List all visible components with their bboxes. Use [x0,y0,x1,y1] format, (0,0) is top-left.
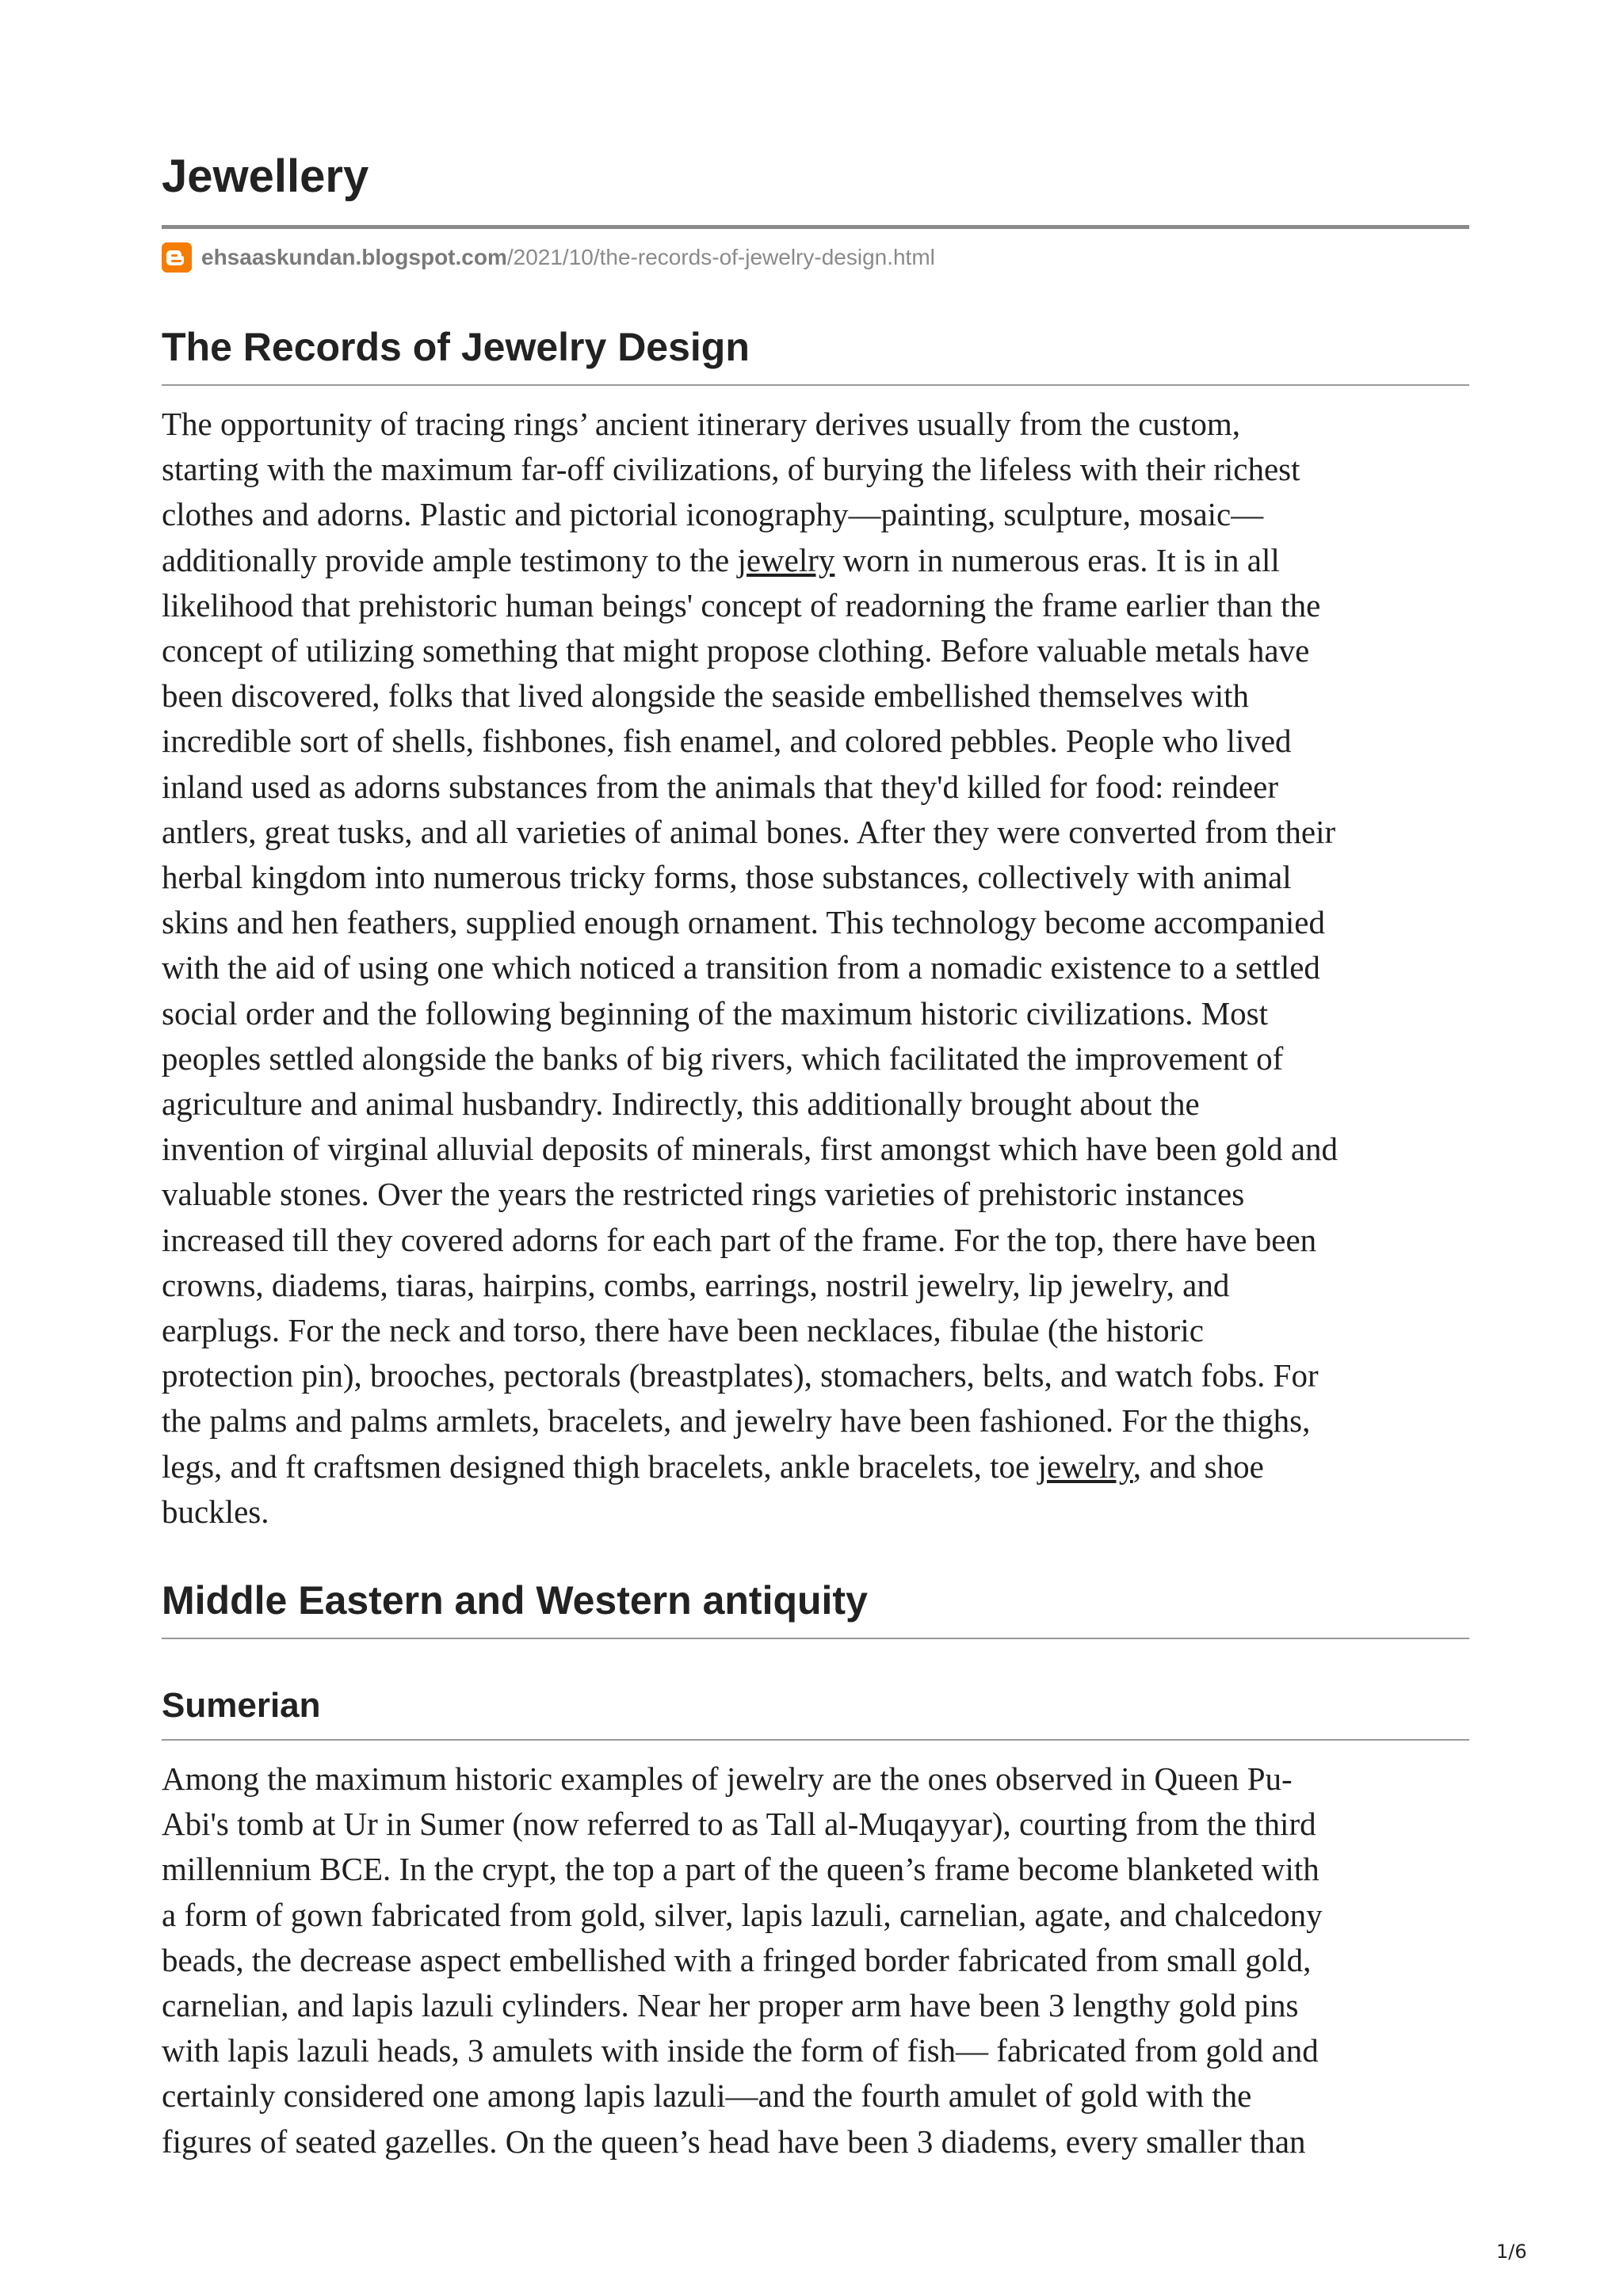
jewelry-link[interactable]: jewelry [1037,1447,1133,1485]
page-title: Jewellery [162,151,369,202]
section-heading-records: The Records of Jewelry Design [162,325,750,369]
text-line: carnelian, and lapis lazuli cylinders. Near her proper arm have been 3 lengthy gold pins [162,1987,1299,2024]
text-line: certainly considered one among lapis lazuli—and the fourth amulet of gold with the [162,2077,1252,2115]
text-line: millennium BCE. In the crypt, the top a part of the queen’s frame become blanketed with [162,1851,1319,1888]
text-fragment: worn in numerous eras. It is in all [834,541,1280,578]
text-line: figures of seated gazelles. On the queen’s head have been 3 diadems, every smaller than [162,2122,1306,2160]
text-fragment: additionally provide ample testimony to the [162,541,738,578]
subsection-heading-sumerian: Sumerian [162,1686,321,1725]
source-path[interactable]: /2021/10/the-records-of-jewelry-design.html [506,245,935,269]
text-line [162,538,1469,583]
text-fragment: legs, and ft craftsmen designed thigh bracelets, ankle bracelets, toe [162,1447,1038,1485]
text-line: peoples settled alongside the banks of big rivers, which facilitated the improvement of [162,1039,1284,1077]
text-line: a form of gown fabricated from gold, silver, lapis lazuli, carnelian, agate, and chalcedony [162,1896,1323,1933]
source-domain[interactable]: ehsaaskundan.blogspot.com [201,245,507,269]
text-line: been discovered, folks that lived alongside the seaside embellished themselves with [162,677,1249,715]
text-line: inland used as adorns substances from the animals that they'd killed for food: reindeer [162,768,1278,805]
text-line: with the aid of using one which noticed a transition from a nomadic existence to a settled [162,949,1320,986]
text-line: herbal kingdom into numerous tricky forms, those substances, collectively with animal [162,859,1292,896]
text-line: buckles. [162,1493,269,1530]
text-line: beads, the decrease aspect embellished with a fringed border fabricated from small gold, [162,1941,1312,1978]
section-heading-antiquity: Middle Eastern and Western antiquity [162,1578,868,1623]
paragraph-sumerian [162,1756,1469,2164]
text-line: protection pin), brooches, pectorals (breastplates), stomachers, belts, and watch fobs. For [162,1357,1319,1394]
text-line: increased till they covered adorns for each part of the frame. For the top, there have been [162,1221,1317,1258]
text-line: antlers, great tusks, and all varieties of animal bones. After they were converted from their [162,813,1336,850]
text-line: The opportunity of tracing rings’ ancient itinerary derives usually from the custom, [162,406,1240,442]
section-divider [162,1638,1469,1639]
text-line: the palms and palms armlets, bracelets, and jewelry have been fashioned. For the thighs, [162,1402,1311,1440]
text-fragment: , and shoe [1132,1447,1264,1485]
text-line: Abi's tomb at Ur in Sumer (now referred to as Tall al-Muqayyar), courting from the third [162,1806,1316,1843]
source-url[interactable] [162,240,935,275]
text-line: crowns, diadems, tiaras, hairpins, combs, earrings, nostril jewelry, lip jewelry, and [162,1266,1230,1303]
title-divider [162,225,1469,229]
text-line: concept of utilizing something that might propose clothing. Before valuable metals have [162,632,1310,669]
section-divider [162,384,1469,386]
text-line: agriculture and animal husbandry. Indirectly, this additionally brought about the [162,1085,1200,1123]
text-line [162,1444,1469,1489]
subsection-divider [162,1739,1469,1741]
page-number: 1/6 [1496,2241,1527,2263]
text-line: likelihood that prehistoric human beings' concept of readorning the frame earlier than the [162,586,1321,624]
text-line: clothes and adorns. Plastic and pictorial iconography—painting, sculpture, mosaic— [162,496,1264,533]
paragraph-records [162,402,1469,1535]
jewelry-link[interactable]: jewelry [737,541,835,578]
text-line: skins and hen feathers, supplied enough ornament. This technology become accompanied [162,904,1325,941]
blogger-icon [162,242,192,273]
text-line: earplugs. For the neck and torso, there have been necklaces, fibulae (the historic [162,1312,1204,1349]
text-line: starting with the maximum far-off civilizations, of burying the lifeless with their richest [162,451,1300,488]
text-line: valuable stones. Over the years the restricted rings varieties of prehistoric instances [162,1176,1245,1213]
text-line: invention of virginal alluvial deposits of minerals, first amongst which have been gold and [162,1131,1338,1168]
text-line: with lapis lazuli heads, 3 amulets with inside the form of fish— fabricated from gold and [162,2032,1319,2069]
text-line: Among the maximum historic examples of jewelry are the ones observed in Queen Pu- [162,1760,1293,1797]
text-line: social order and the following beginning of the maximum historic civilizations. Most [162,994,1269,1032]
text-line: incredible sort of shells, fishbones, fish enamel, and colored pebbles. People who lived [162,723,1292,760]
